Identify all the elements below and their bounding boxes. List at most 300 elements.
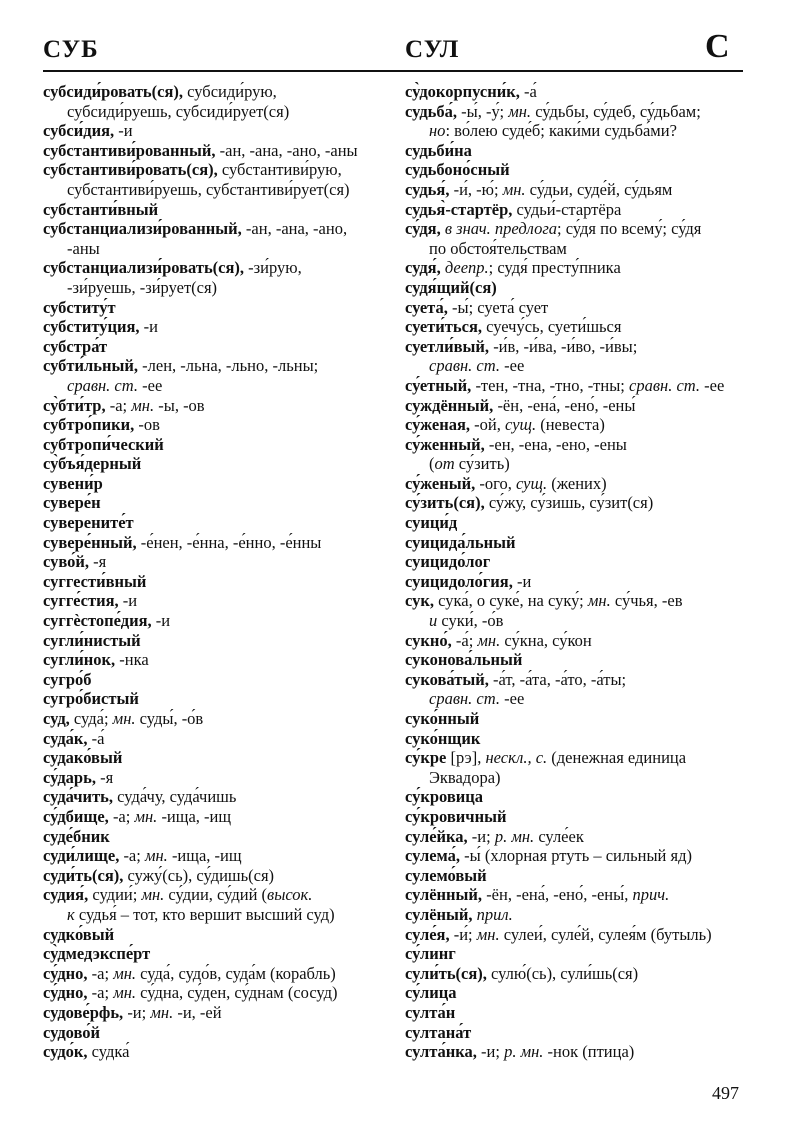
entry-text: субсиди́руешь, субсиди́рует(ся) (67, 101, 290, 121)
header-rule (43, 70, 743, 72)
entry-text: -зи́руешь, -зи́рует(ся) (67, 277, 218, 297)
entry-text: -и (151, 611, 171, 631)
entry-text: су́дии, су́дий ( (164, 885, 268, 905)
headword: су́дно, (43, 963, 88, 983)
dictionary-entry (405, 180, 755, 200)
dictionary-entry (43, 435, 395, 455)
dictionary-entry (43, 317, 395, 337)
headword: судья̀-стартёр, (405, 199, 513, 219)
entry-text: -зи́рую, (244, 258, 302, 278)
entry-text: суки́, -о́в (437, 611, 504, 631)
headword: суета́, (405, 297, 448, 317)
headword: су́линг (405, 944, 456, 964)
headword: суконова́льный (405, 650, 523, 670)
entry-continuation (43, 239, 395, 259)
headword: судове́рфь, (43, 1002, 124, 1022)
entry-text: суды́, -о́в (135, 709, 204, 728)
entry-text: су́дьи, суде́й, су́дьям (525, 179, 673, 199)
headword: сули́ть(ся), (405, 963, 487, 983)
headword: суко́нный (405, 709, 480, 728)
grammar-label: мн. (502, 179, 526, 199)
headword: суггѐстопе́дия, (43, 611, 152, 631)
entry-text: -а; (87, 963, 114, 983)
grammar-label: но (429, 121, 446, 141)
entry-continuation (405, 454, 755, 474)
dictionary-entry (43, 337, 395, 357)
grammar-label: сравн. ст. (429, 689, 500, 709)
entry-text: (денежная единица (547, 748, 687, 768)
entry-text: субстантиви́рую, (217, 160, 342, 180)
dictionary-entry (405, 317, 755, 337)
dictionary-entry (405, 376, 755, 396)
headword: судово́й (43, 1022, 101, 1042)
headword: султа́нка, (405, 1042, 477, 1062)
dictionary-entry (405, 827, 755, 847)
dictionary-entry (43, 1023, 395, 1043)
headword: сук, (405, 591, 434, 611)
headword: су̀бти́тр, (43, 395, 106, 415)
running-head-left: СУБ (43, 36, 99, 63)
entry-text: (жених) (547, 473, 607, 493)
entry-text: -а́ (519, 82, 537, 101)
dictionary-entry (43, 513, 395, 533)
entry-text: -ы́ (хлорная ртуть – сильный яд) (460, 846, 692, 866)
dictionary-entry (43, 258, 395, 278)
dictionary-entry (405, 141, 755, 161)
entry-text: -а́ (87, 728, 105, 748)
dictionary-entry (43, 670, 395, 690)
headword: суд, (43, 709, 70, 728)
dictionary-entry (405, 866, 755, 886)
dictionary-entry (405, 219, 755, 239)
dictionary-entry (43, 591, 395, 611)
dictionary-entry (405, 533, 755, 553)
headword: суди́лище, (43, 846, 120, 866)
headword: сугли́нистый (43, 630, 141, 650)
running-head-right: СУЛ (405, 36, 460, 63)
dictionary-entry (43, 396, 395, 416)
entry-text: -ы́, -у́; (457, 101, 509, 121)
dictionary-entry (43, 356, 395, 376)
dictionary-entry (405, 964, 755, 984)
grammar-label: мн. (113, 983, 137, 1003)
headword: суверените́т (43, 513, 134, 533)
headword: суда́к, (43, 728, 88, 748)
entry-continuation (405, 768, 755, 788)
headword: суко́нщик (405, 728, 481, 748)
entry-text: суда́; (69, 709, 113, 728)
left-column (43, 82, 395, 1062)
entry-text: су́дна, су́ден, су́днам (сосуд) (136, 983, 338, 1003)
headword: суетли́вый, (405, 336, 490, 356)
entry-text: су́кна, су́кон (500, 630, 592, 650)
headword: сулемо́вый (405, 865, 487, 885)
entry-text: -ан, -ана, -ано, -аны (215, 140, 358, 160)
dictionary-entry (43, 493, 395, 513)
headword: сувере́н (43, 493, 101, 513)
entry-text: судьи́-стартёра (512, 199, 622, 219)
entry-text: сужу́(сь), су́дишь(ся) (123, 865, 275, 885)
headword: суицида́льный (405, 532, 516, 552)
entry-text: -и (139, 317, 158, 337)
entry-text: -ее (138, 375, 163, 395)
headword: субсиди́ровать(ся), (43, 82, 184, 101)
headword: сулённый, (405, 885, 483, 905)
entry-text: -а; (108, 806, 135, 826)
dictionary-entry (43, 964, 395, 984)
headword: су́зить(ся), (405, 493, 485, 513)
entry-text: -и (114, 121, 133, 141)
entry-continuation (43, 102, 395, 122)
headword: судьбоно́сный (405, 160, 510, 180)
headword: субстанти́вный (43, 199, 159, 219)
dictionary-entry (43, 631, 395, 651)
entry-text: -я (95, 767, 114, 787)
entry-continuation (43, 905, 395, 925)
headword: сувере́нный, (43, 532, 137, 552)
dictionary-entry (405, 160, 755, 180)
grammar-label: мн. (141, 885, 165, 905)
dictionary-entry (405, 200, 755, 220)
dictionary-entry (405, 925, 755, 945)
headword: суицидо́лог (405, 552, 491, 572)
dictionary-entry (43, 415, 395, 435)
entry-text: -а́т, -а́та, -а́то, -а́ты; (488, 669, 627, 689)
dictionary-entry (43, 846, 395, 866)
entry-text: (невеста) (536, 415, 605, 435)
entry-text: -ее (700, 375, 725, 395)
dictionary-entry (405, 905, 755, 925)
headword: субстантиви́рованный, (43, 140, 216, 160)
headword: су́дя, (405, 219, 441, 239)
dictionary-entry (43, 474, 395, 494)
headword: субститу́т (43, 297, 116, 317)
headword: судья́, (405, 179, 450, 199)
entry-continuation (405, 356, 755, 376)
headword: сукова́тый, (405, 669, 489, 689)
headword: султана́т (405, 1022, 472, 1042)
entry-text: -ее (500, 689, 525, 709)
dictionary-entry (405, 278, 755, 298)
headword: султа́н (405, 1002, 456, 1022)
entry-text: сулеи́, суле́й, сулея́м (бутыль) (499, 924, 712, 944)
dictionary-entry (405, 298, 755, 318)
entry-text: -аны (67, 238, 100, 258)
grammar-label: мн. (150, 1002, 174, 1022)
page-number: 497 (712, 1083, 739, 1103)
headword: суицидоло́гия, (405, 571, 513, 591)
headword: су̀докорпусни́к, (405, 82, 520, 101)
entry-text: -нок (птица) (543, 1042, 635, 1062)
dictionary-entry (405, 631, 755, 651)
headword: субси́дия, (43, 121, 115, 141)
headword: сукно́, (405, 630, 452, 650)
grammar-label: к (67, 904, 75, 924)
grammar-label: и (429, 611, 438, 631)
headword: су́женый, (405, 473, 476, 493)
dictionary-entry (405, 670, 755, 690)
headword: суде́бник (43, 826, 110, 846)
dictionary-entry (405, 513, 755, 533)
entry-text: -а; (87, 983, 114, 1003)
dictionary-entry (43, 533, 395, 553)
dictionary-entry (405, 885, 755, 905)
entry-text: судии́; (88, 885, 142, 905)
dictionary-entry (43, 748, 395, 768)
dictionary-entry (43, 298, 395, 318)
entry-text: -а; (105, 395, 132, 415)
entry-text: суечу́сь, суети́шься (482, 317, 622, 337)
grammar-label: в знач. предлога (440, 219, 558, 239)
grammar-label: деепр. (440, 258, 489, 278)
headword: суети́ться, (405, 317, 482, 337)
grammar-label: сущ. (515, 473, 548, 493)
headword: сулёный, (405, 904, 473, 924)
grammar-label: от (434, 454, 455, 474)
entry-text: -и (512, 571, 532, 591)
dictionary-entry (405, 944, 755, 964)
entry-text: -ой, (470, 415, 505, 435)
grammar-label: сравн. ст. (67, 375, 138, 395)
headword: суици́д (405, 513, 458, 533)
grammar-label: мн. (134, 806, 158, 826)
dictionary-entry (405, 1003, 755, 1023)
entry-text: субсиди́рую, (183, 82, 277, 101)
dictionary-entry (43, 160, 395, 180)
grammar-label: мн. (113, 963, 137, 983)
entry-text: -ов (134, 415, 160, 435)
entry-text: по обстоя́тельствам (429, 238, 567, 258)
headword: су́кровица (405, 787, 484, 807)
entry-text: суда́, судо́в, суда́м (корабль) (136, 963, 336, 983)
dictionary-entry (43, 219, 395, 239)
dictionary-entry (43, 827, 395, 847)
entry-text: -и; (476, 1042, 505, 1062)
dictionary-entry (405, 729, 755, 749)
entry-text: -и́, -ю́; (449, 179, 503, 199)
entry-text: [рэ], (446, 748, 486, 768)
headword: су́лица (405, 983, 457, 1003)
dictionary-entry (43, 1042, 395, 1062)
dictionary-entry (43, 885, 395, 905)
headword: субстантиви́ровать(ся), (43, 160, 218, 180)
dictionary-entry (405, 983, 755, 1003)
dictionary-entry (43, 768, 395, 788)
dictionary-entry (405, 709, 755, 729)
grammar-label: высок. (267, 885, 313, 905)
entry-text: су́жу, су́зишь, су́зит(ся) (484, 493, 654, 513)
grammar-label: мн. (477, 630, 501, 650)
headword: су́кре (405, 748, 447, 768)
headword: сугро́б (43, 669, 92, 689)
dictionary-entry (405, 396, 755, 416)
entry-text: -а́; (451, 630, 478, 650)
entry-continuation (405, 121, 755, 141)
headword: су̀бъя́дерный (43, 454, 142, 474)
dictionary-entry (43, 866, 395, 886)
entry-text: суда́чу, суда́чишь (113, 787, 237, 807)
headword: суво́й, (43, 552, 90, 572)
entry-text: -а; (119, 846, 145, 866)
headword: су́дно, (43, 983, 88, 1003)
entry-text: ( (429, 454, 435, 474)
entry-text: -ён, -ена́, -ено́, -ены́, (482, 885, 633, 905)
dictionary-entry (405, 435, 755, 455)
dictionary-entry (43, 650, 395, 670)
headword: сулема́, (405, 846, 461, 866)
grammar-label: сравн. ст. (629, 375, 701, 395)
dictionary-entry (405, 552, 755, 572)
dictionary-entry (405, 82, 755, 102)
dictionary-entry (43, 200, 395, 220)
section-letter: С (705, 28, 731, 65)
headword: судако́вый (43, 748, 123, 768)
grammar-label: мн. (587, 591, 611, 611)
headword: субти́льный, (43, 356, 139, 376)
dictionary-entry (43, 925, 395, 945)
entry-text: судка́ (87, 1042, 130, 1062)
grammar-label: прич. (632, 885, 670, 905)
entry-text: -ее (500, 356, 525, 376)
headword: су́женный, (405, 434, 485, 454)
entry-text: -и (118, 591, 138, 611)
headword: су́дбище, (43, 806, 109, 826)
headword: суди́ть(ся), (43, 865, 124, 885)
dictionary-entry (405, 650, 755, 670)
entry-continuation (405, 611, 755, 631)
grammar-label: мн. (508, 101, 532, 121)
entry-text: су́зить) (454, 454, 510, 474)
entry-text: -нка (115, 650, 149, 670)
headword: судко́вый (43, 924, 115, 944)
headword: суда́чить, (43, 787, 114, 807)
headword: су́кровичный (405, 806, 507, 826)
dictionary-entry (43, 572, 395, 592)
entry-text: сука́, о суке́, на суку́; (434, 591, 588, 611)
headword: субстанциализи́рованный, (43, 219, 242, 239)
headword: субтропи́ческий (43, 434, 164, 454)
headword: субститу́ция, (43, 317, 140, 337)
grammar-label: р. мн. (494, 826, 535, 846)
entry-text: -тен, -тна, -тно, -тны; (471, 375, 630, 395)
right-column (405, 82, 755, 1062)
grammar-label: прил. (472, 904, 513, 924)
headword: сугли́нок, (43, 650, 116, 670)
entry-text: -и́; (449, 924, 477, 944)
dictionary-entry (405, 748, 755, 768)
headword: суждённый, (405, 395, 494, 415)
dictionary-entry (43, 552, 395, 572)
headword: судя́щий(ся) (405, 277, 497, 297)
entry-text: -и́в, -и́ва, -и́во, -и́вы; (489, 336, 638, 356)
grammar-label: сравн. ст. (429, 356, 500, 376)
headword: сугро́бистый (43, 689, 139, 709)
dictionary-entry (43, 729, 395, 749)
grammar-label: мн. (144, 846, 168, 866)
entry-text: -и, -ей (173, 1002, 222, 1022)
headword: су̀дмедэкспе́рт (43, 944, 151, 964)
headword: судьби́на (405, 140, 472, 160)
entry-continuation (405, 689, 755, 709)
grammar-label: сущ. (504, 415, 537, 435)
entry-text: Эквадора) (429, 767, 501, 787)
headword: судьба́, (405, 101, 458, 121)
entry-text: су́дьбы, су́деб, су́дьбам; (531, 101, 701, 121)
headword: субтро́пики, (43, 415, 135, 435)
grammar-label: мн. (476, 924, 500, 944)
grammar-label: мн. (112, 709, 136, 728)
dictionary-entry (43, 689, 395, 709)
dictionary-entry (43, 807, 395, 827)
headword: суле́я, (405, 924, 450, 944)
dictionary-entry (405, 591, 755, 611)
headword: судо́к, (43, 1042, 88, 1062)
entry-text: -ы́; суета́ сует (447, 297, 549, 317)
dictionary-entry (43, 121, 395, 141)
entry-text: -ён, -ена́, -ено́, -ены́ (493, 395, 636, 415)
entry-text: -ен, -ена, -ено, -ены (484, 434, 627, 454)
entry-text: -ища, -ищ (157, 806, 232, 826)
grammar-label: мн. (131, 395, 155, 415)
entry-text: -ы, -ов (154, 395, 205, 415)
headword: сувени́р (43, 473, 103, 493)
headword: сугге́стия, (43, 591, 119, 611)
entry-text: субстантиви́руешь, субстантиви́рует(ся) (67, 179, 350, 199)
headword: субстра́т (43, 336, 108, 356)
dictionary-entry (405, 846, 755, 866)
headword: судя́, (405, 258, 441, 278)
headword: судия́, (43, 885, 89, 905)
dictionary-entry (405, 787, 755, 807)
dictionary-entry (43, 983, 395, 1003)
dictionary-entry (43, 1003, 395, 1023)
entry-text: -лен, -льна, -льно, -льны; (138, 356, 319, 376)
dictionary-entry (43, 944, 395, 964)
dictionary-entry (405, 474, 755, 494)
headword: субстанциализи́ровать(ся), (43, 258, 245, 278)
entry-text: ; судя́ престу́пника (488, 258, 621, 278)
dictionary-entry (43, 787, 395, 807)
dictionary-entry (405, 807, 755, 827)
entry-continuation (43, 180, 395, 200)
dictionary-entry (43, 454, 395, 474)
headword: суле́йка, (405, 826, 468, 846)
entry-text: -я (89, 552, 107, 572)
headword: су́дарь, (43, 767, 96, 787)
headword: су́женая, (405, 415, 471, 435)
dictionary-entry (43, 141, 395, 161)
entry-continuation (43, 376, 395, 396)
dictionary-entry (43, 709, 395, 729)
dictionary-entry (43, 611, 395, 631)
entry-text: -и; (123, 1002, 151, 1022)
entry-text: -ища, -ищ (167, 846, 242, 866)
entry-text: судья́ – тот, кто вершит высший суд) (74, 904, 335, 924)
grammar-label: р. мн. (504, 1042, 544, 1062)
headword: суггести́вный (43, 571, 147, 591)
dictionary-entry (405, 572, 755, 592)
dictionary-entry (43, 82, 395, 102)
entry-text: -ан, -ана, -ано, (241, 219, 348, 239)
entry-text: ; су́дя по всему́; су́дя (557, 219, 702, 239)
dictionary-entry (405, 337, 755, 357)
dictionary-entry (405, 258, 755, 278)
dictionary-entry (405, 415, 755, 435)
entry-text: су́чья, -ев (610, 591, 683, 611)
entry-text: суле́ек (534, 826, 584, 846)
dictionary-entry (405, 1023, 755, 1043)
dictionary-entry (405, 493, 755, 513)
